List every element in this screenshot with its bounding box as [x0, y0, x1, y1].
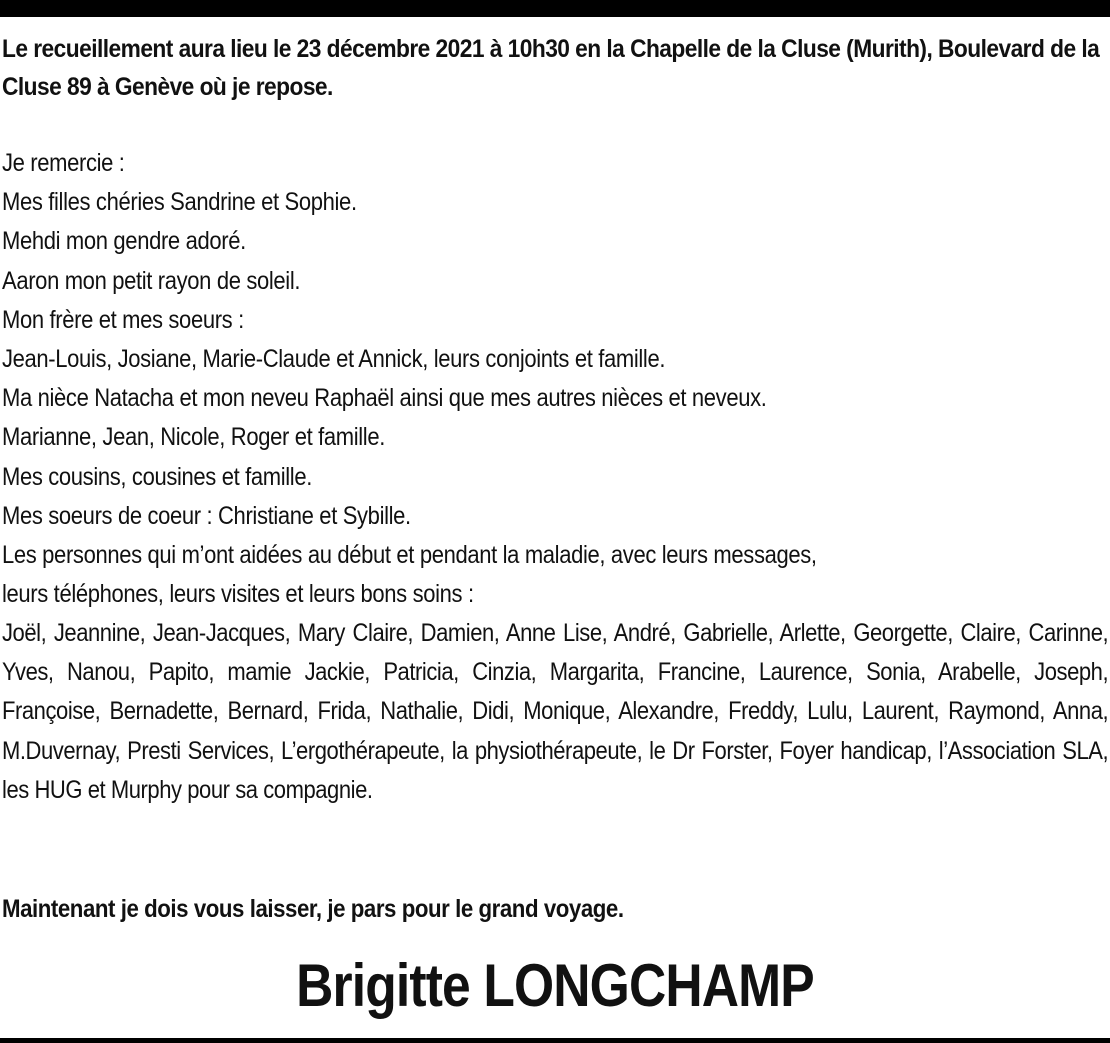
signature [0, 948, 1110, 1024]
thanks-list [2, 144, 1108, 614]
thanks-line: leurs téléphones, leurs visites et leurs bons soins : [2, 580, 474, 609]
names-text: Joël, Jeannine, Jean-Jacques, Mary Claire, Damien, Anne Lise, André, Gabrielle, Arlette, Georgette, Claire, Carinne, Yves, Nanou, Papito, mamie Jackie, Patricia, Cinzia, Margarita, Francine, Laurence, Sonia, Arabelle, Joseph, Françoise, Bernadette, Bernard, Frida, Nathalie, Didi, Monique, Alexandre, Freddy, Lulu, Laurent, Raymond, Anna, M.Duvernay, Presti Services, L’ergothérapeute, la physiothérapeute, le Dr Forster, Foyer handicap, l’Association SLA, les HUG et Murphy pour sa compagnie. [2, 619, 1109, 804]
thanks-line: Ma nièce Natacha et mon neveu Raphaël ainsi que mes autres nièces et neveux. [2, 384, 767, 413]
top-rule [0, 0, 1110, 17]
thanks-line: Je remercie : [2, 149, 125, 177]
signature-name: Brigitte LONGCHAMP [296, 952, 814, 1019]
thanks-line: Mes soeurs de coeur : Christiane et Sybille. [2, 501, 411, 530]
bottom-rule [0, 1038, 1110, 1043]
intro-block [2, 30, 1108, 106]
thanks-line: Marianne, Jean, Nicole, Roger et famille. [2, 423, 385, 452]
closing-sentence: Maintenant je dois vous laisser, je pars pour le grand voyage. [2, 895, 624, 923]
thanks-line: Mehdi mon gendre adoré. [2, 227, 246, 256]
thanks-line: Aaron mon petit rayon de soleil. [2, 266, 301, 295]
thanks-line: Mes filles chéries Sandrine et Sophie. [2, 188, 357, 217]
thanks-line: Jean-Louis, Josiane, Marie-Claude et Annick, leurs conjoints et famille. [2, 344, 666, 373]
thanks-line: Les personnes qui m’ont aidées au début et pendant la maladie, avec leurs messages, [2, 540, 817, 569]
thanks-line: Mon frère et mes soeurs : [2, 305, 244, 334]
names-paragraph [2, 614, 1108, 810]
ceremony-announcement: Le recueillement aura lieu le 23 décembre 2021 à 10h30 en la Chapelle de la Cluse (Murith), Boulevard de la Cluse 89 à Genève où je repose. [2, 35, 1100, 101]
thanks-line: Mes cousins, cousines et famille. [2, 462, 312, 491]
